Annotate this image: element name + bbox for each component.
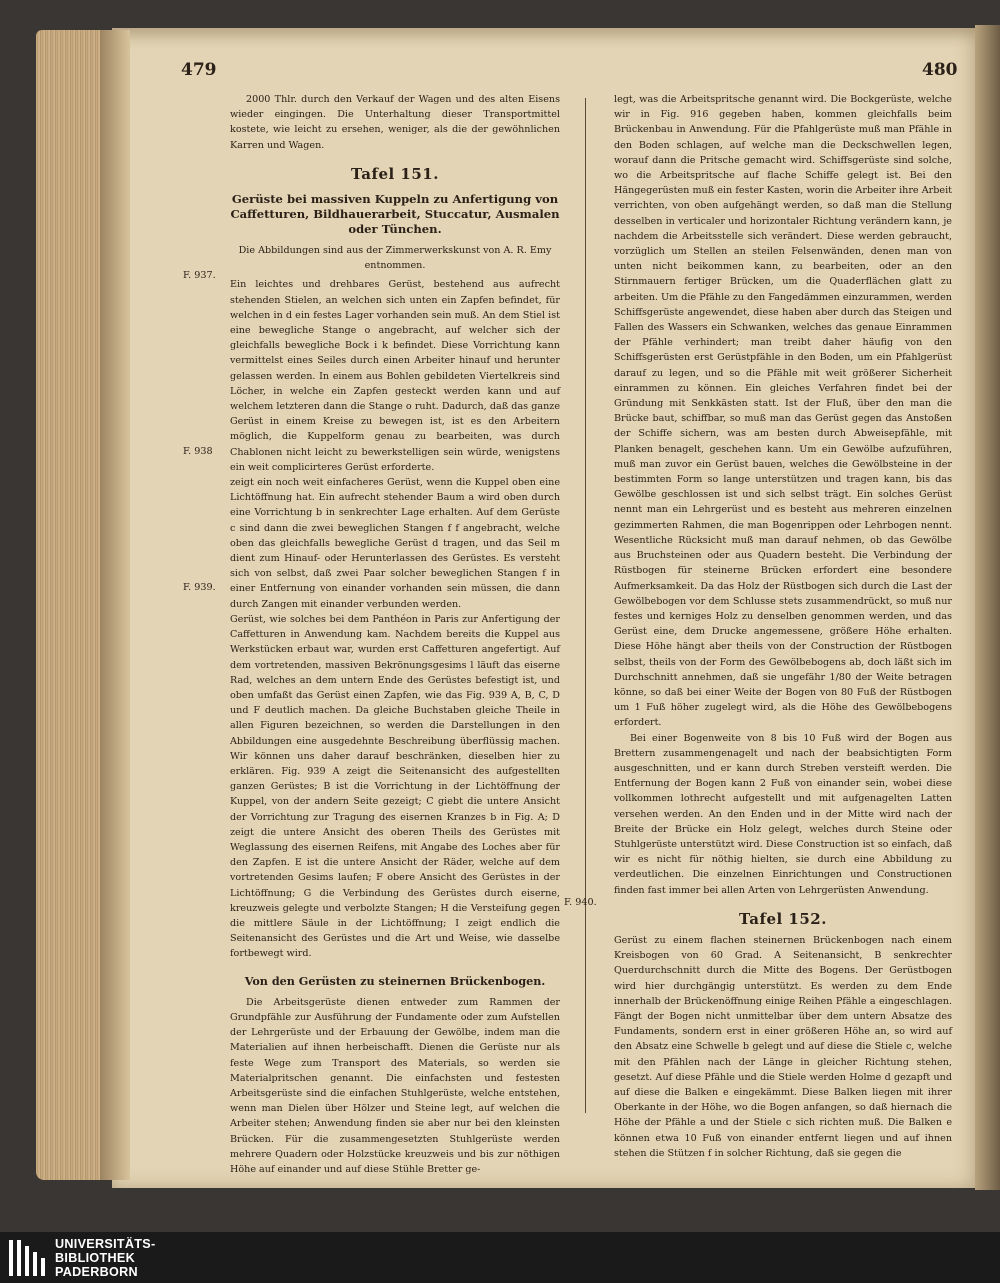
tafel-152-heading: Tafel 152. [739, 909, 827, 928]
left-text-column [230, 92, 560, 1177]
bridge-section-heading: Von den Gerüsten zu steinernen Brückenbogen. [244, 973, 546, 988]
library-logo-icon [7, 1236, 47, 1280]
fig-940-label: F. 940. [564, 897, 597, 908]
gutter-shadow [100, 30, 130, 1180]
library-name [55, 1237, 155, 1280]
library-line-3: PADERBORN [55, 1265, 138, 1280]
intro-paragraph: 2000 Thlr. durch den Verkauf der Wagen und des alten Eisens wieder eingingen. Die Unterhaltung dieser Transportmittel kostete, wie leicht zu ersehen, weniger, als die der gewöhnlichen Karren und Wagen. [230, 94, 560, 151]
section-heading: Gerüste bei massiven Kuppeln zu Anfertigung von Caffetturen, Bildhauerarbeit, Stuccatur, Ausmalen oder Tünchen. [230, 192, 560, 237]
fig-937-label: F. 937. [183, 270, 216, 281]
column-divider [585, 98, 586, 1113]
fig-938-text: zeigt ein noch weit einfacheres Gerüst, wenn die Kuppel oben eine Lichtöffnung hat. Ein aufrecht stehender Baum a wird oben durch eine Vorrichtung b in senkrechter Lage erhalten. Auf dem Gerüste c sind dann die zwei beweglichen Stangen f f angebracht, welche oben das gleichfalls bewegliche Gerüst d tragen, und das Seil m dient zum Hinauf- oder Herunterlassen des Gerüstes. Es versteht sich von selbst, daß zwei Paar solcher beweglichen Stangen f in einer Entfernung von einander vorhanden sein müssen, die dann durch Zangen mit einander verbunden werden. [230, 477, 560, 610]
credit-line: Die Abbildungen sind aus der Zimmerwerkskunst von A. R. Emy entnommen. [238, 245, 552, 272]
page-number-right: 480 [922, 60, 958, 80]
fig-938-label: F. 938 [183, 446, 213, 457]
page-number-left: 479 [181, 60, 217, 80]
right-paragraph-2: Bei einer Bogenweite von 8 bis 10 Fuß wird der Bogen aus Brettern zusammengenagelt und nach der beabsichtigten Form ausgeschnitten, und er kann durch Streben versteift werden. Die Entfernung der Bogen kann 2 Fuß von einander sein, wobei diese vollkommen lothrecht aufgestellt und mit aufgenagelten Latten versehen werden. An den Enden und in der Mitte wird nach der Breite der Brücke ein Holz gelegt, welches durch Steine oder Stuhlgerüste unterstützt wird. Diese Construction ist so einfach, daß wir es nicht für nöthig hielten, sie durch eine Abbildung zu verdeutlichen. Die einzelnen Einrichtungen und Constructionen finden fast immer bei allen Arten von Lehrgerüsten Anwendung. [614, 732, 952, 896]
bridge-paragraph: Die Arbeitsgerüste dienen entweder zum Rammen der Grundpfähle zur Ausführung der Fundamente oder zum Aufstellen der Lehrgerüste und der Erbauung der Gewölbe, indem man die Materialien auf ihnen herbeischafft. Dienen die Gerüste nur als feste Wege zum Transport des Materials, so werden sie Materialpritschen genannt. Die einfachsten und festesten Arbeitsgerüste sind die einfachen Stuhlgerüste, welche entstehen, wenn man Dielen über Hölzer und Steine legt, auf welchen die Arbeiter stehen; Anwendung finden sie aber nur bei den kleinsten Brücken. Für die zusammengesetzten Stuhlgerüste werden mehrere Quadern oder Holzstücke kreuzweis und bis zur nöthigen Höhe auf einander und auf diese Stühle Bretter ge- [230, 996, 560, 1175]
tafel-151-heading: Tafel 151. [351, 164, 439, 183]
right-text-column [614, 92, 952, 1161]
library-line-1: UNIVERSITÄTS- [55, 1237, 156, 1251]
fig-937-text: Ein leichtes und drehbares Gerüst, bestehend aus aufrecht stehenden Stielen, an welchen sich unten ein Zapfen befindet, für welchen in d ein festes Lager vorhanden sein muß. An dem Stiel ist eine bewegliche Stange o angebracht, auf welcher sich der gleichfalls bewegliche Bock i k befindet. Diese Vorrichtung kann vermittelst eines Seiles durch einen Arbeiter hinauf und herunter gelassen werden. In einem aus Bohlen gebildeten Viertelkreis sind Löcher, in welche ein Zapfen gesteckt werden kann und auf welchem letzteren dann die Stange o ruht. Dadurch, daß das ganze Gerüst in einem Kreise zu bewegen ist, ist es den Arbeitern möglich, die Kuppelform genau zu bearbeiten, was durch Chablonen nicht leicht zu bewerkstelligen sein würde, wenigstens ein weit complicirteres Gerüst erforderte. [230, 279, 560, 473]
fig-939-text: Gerüst, wie solches bei dem Panthéon in Paris zur Anfertigung der Caffetturen in Anwendung kam. Nachdem bereits die Kuppel aus Werkstücken erbaut war, wurden erst Caffetturen angefertigt. Auf dem vortretenden, massiven Bekrönungsgesims l läuft das eiserne Rad, welches an dem untern Ende des Gerüstes befestigt ist, und oben umfaßt das Gerüst einen Zapfen, wie das Fig. 939 A, B, C, D und F deutlich machen. Da gleiche Buchstaben gleiche Theile in allen Figuren bezeichnen, so werden die Darstellungen in den Abbildungen eine ausgedehnte Beschreibung überflüssig machen. Wir können uns daher darauf beschränken, dieselben hier zu erklären. Fig. 939 A zeigt die Seitenansicht des aufgestellten ganzen Gerüstes; B ist die Vorrichtung in der Lichtöffnung der Kuppel, von der andern Seite gezeigt; C giebt die untere Ansicht der Vorrichtung zur Tragung des eisernen Kranzes b in Fig. A; D zeigt die untere Ansicht des oberen Theils des Gerüstes mit Weglassung des eisernen Reifens, mit Angabe des Loches aber für den Zapfen. E ist die untere Ansicht der Räder, welche auf dem vortretenden Gesims laufen; F obere Ansicht des Gerüstes in der Lichtöffnung; G die Verbindung des Gerüstes durch eiserne, kreuzweis gelegte und verbolzte Stangen; H die Versteifung gegen die mittlere Säule in der Lichtöffnung; I zeigt endlich die Seitenansicht des Gerüstes und die Art und Weise, wie dasselbe fortbewegt wird. [230, 613, 560, 960]
fig-939-label: F. 939. [183, 582, 216, 593]
page-stack-edge [36, 30, 106, 1180]
fig-940-text: Gerüst zu einem flachen steinernen Brückenbogen nach einem Kreisbogen von 60 Grad. A Seitenansicht, B senkrechter Querdurchschnitt durch die Mitte des Bogens. Der Gerüstbogen wird hier durchgängig unterstützt. Es werden zu dem Ende innerhalb der Brückenöffnung einige Reihen Pfähle a eingeschlagen. Fängt der Bogen nicht unmittelbar über dem untern Absatze des Fundaments, sondern erst in einer größeren Höhe an, so wird auf den Absatz eine Schwelle b gelegt und auf diese die Stiele c, welche mit den Pfählen nach der Länge in gleicher Richtung stehen, gesetzt. Auf diese Pfähle und die Stiele werden Holme d gezapft und auf diese die Balken e eingekämmt. Diese Balken liegen mit ihrer Oberkante in der Höhe, wo die Bogen anfangen, so daß hiernach die Höhe der Pfähle a und der Stiele c sich richten muß. Die Balken e können etwa 10 Fuß von einander entfernt liegen und auf ihnen stehen die Stützen f in solcher Richtung, daß sie gegen die [614, 934, 952, 1159]
right-page-edge [975, 25, 1000, 1190]
right-paragraph-1: legt, was die Arbeitspritsche genannt wird. Die Bockgerüste, welche wir in Fig. 916 gegeben haben, kommen gleichfalls beim Brückenbau in Anwendung. Für die Pfahlgerüste muß man Pfähle in den Boden schlagen, auf welche man die Deckschwellen legen, worauf dann die Pritsche gemacht wird. Schiffsgerüste sind solche, wo die Arbeitspritsche auf flache Schiffe gelegt ist. Bei den Hängegerüsten muß ein fester Kasten, worin die Arbeiter ihre Arbeit verrichten, von oben aufgehängt werden, so daß man die Stellung desselben in verticaler und horizontaler Richtung verändern kann, je nachdem die Arbeitsstelle sich verändert. Diese werden gebraucht, vorzüglich um Stellen an steilen Felsenwänden, denen man von unten nicht beikommen kann, zu bearbeiten, oder an den Stirnmauern fertiger Brücken, um die Quaderflächen glatt zu arbeiten. Um die Pfähle zu den Fangedämmen einzurammen, werden Schiffsgerüste angewendet, diese haben aber durch das Steigen und Fallen des Wassers ein Schwanken, welches das genaue Einrammen der Pfähle verhindert; man treibt daher häufig von den Schiffsgerüsten erst Gerüstpfähle in den Boden, um ein Pfahlgerüst darauf zu legen, und so die Pfähle mit weit größerer Sicherheit einrammen zu können. Ein gleiches Verfahren findet bei der Gründung mit Senkkästen statt. Ist der Fluß, über den man die Brücke baut, schiffbar, so muß man das Gerüst gegen das Anstoßen der Schiffe sichern, was am besten durch Abweisepfähle, mit Planken benagelt, geschehen kann. Um ein Gewölbe aufzuführen, muß man zuvor ein Gerüst bauen, welches die Gewölbsteine in der bestimmten Form so lange unterstützen und tragen kann, bis das Gewölbe geschlossen ist und sich selbst trägt. Ein solches Gerüst nennt man ein Lehrgerüst und es besteht aus mehreren einzelnen gezimmerten Rahmen, die man Bogenrippen oder Lehrbogen nennt. Wesentliche Rücksicht muß man darauf nehmen, ob das Gewölbe aus Bruchsteinen oder aus Quadern besteht. Die Verbindung der Rüstbogen für steinerne Brücken erfordert eine besondere Aufmerksamkeit. Da das Holz der Rüstbogen sich durch die Last der Gewölbebogen vor dem Schlusse stets zusammendrückt, so muß nur festes und kerniges Holz zu denselben genommen werden, und das Gerüst eine, dem Drucke angemessene, größere Höhe erhalten. Diese Höhe hängt aber theils von der Construction der Rüstbogen selbst, theils von der Form des Gewölbebogens ab, doch läßt sich im Durchschnitt annehmen, daß sie ungefähr 1/80 der Weite betragen könne, so daß bei einer Weite der Bogen von 80 Fuß der Rüstbogen um 1 Fuß höher zugelegt wird, als die Höhe des Gewölbebogens erfordert. [614, 94, 952, 729]
library-line-2: BIBLIOTHEK [55, 1251, 135, 1266]
